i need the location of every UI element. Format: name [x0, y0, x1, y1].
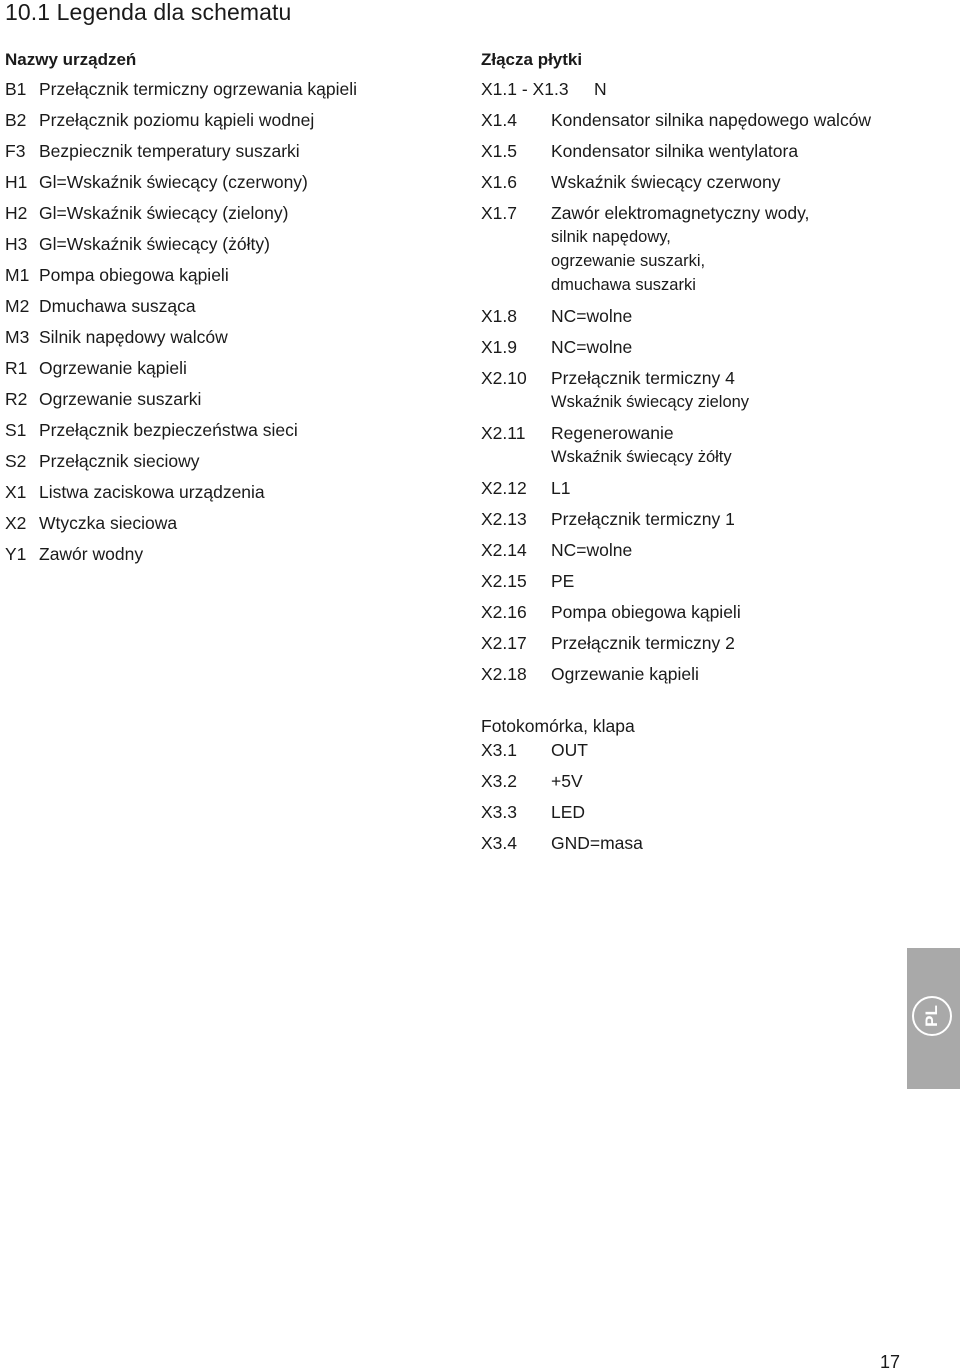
connector-code: X2.14: [481, 540, 527, 560]
device-description: Listwa zaciskowa urządzenia: [39, 482, 265, 502]
language-tab: [907, 948, 960, 1089]
connector-row: [481, 476, 951, 507]
connector-description: [551, 139, 951, 170]
photocell-row: [481, 831, 881, 862]
connector-description-line: Wskaźnik świecący zielony: [551, 393, 750, 411]
device-row: [5, 387, 455, 418]
connector-description-line: NC=wolne: [551, 337, 633, 357]
connector-code: X2.10: [481, 368, 527, 388]
page-title: 10.1 Legenda dla schematu: [5, 0, 292, 25]
photocell-description: LED: [551, 802, 586, 822]
device-row: [5, 325, 455, 356]
device-row: [5, 542, 455, 573]
photocell-row: [481, 738, 881, 769]
connector-row: [481, 139, 951, 170]
connector-description-line: Regenerowanie: [551, 423, 674, 443]
device-code: S2: [5, 451, 27, 471]
connector-description-line: Przełącznik termiczny 1: [551, 509, 735, 529]
connector-row: [481, 631, 951, 662]
connector-description-line: ogrzewanie suszarki,: [551, 252, 706, 270]
device-description: Gl=Wskaźnik świecący (zielony): [39, 203, 289, 223]
device-code: S1: [5, 420, 27, 440]
connector-description-line: silnik napędowy,: [551, 228, 671, 246]
connector-row: [481, 304, 951, 335]
device-row: [5, 511, 455, 542]
connector-row: [481, 366, 951, 421]
device-description: Ogrzewanie kąpieli: [39, 358, 187, 378]
device-description: Przełącznik bezpieczeństwa sieci: [39, 420, 298, 440]
device-code: X1: [5, 482, 27, 502]
device-code: F3: [5, 141, 26, 161]
connector-row: [481, 600, 951, 631]
connector-code: X1.7: [481, 203, 517, 223]
connector-description: [551, 170, 951, 201]
connector-code: X1.4: [481, 110, 517, 130]
connector-code: X2.17: [481, 633, 527, 653]
device-code: R2: [5, 389, 28, 409]
device-row: [5, 201, 455, 232]
device-row: [5, 170, 455, 201]
connector-code: X2.16: [481, 602, 527, 622]
connector-description-line: L1: [551, 478, 571, 498]
connector-row: [481, 201, 951, 304]
device-names-section: [5, 48, 455, 573]
device-row: [5, 294, 455, 325]
device-description: Przełącznik termiczny ogrzewania kąpieli: [39, 79, 358, 99]
device-row: [5, 232, 455, 263]
connector-description: [551, 421, 951, 476]
connector-description-line: PE: [551, 571, 575, 591]
connector-description: [551, 108, 951, 139]
device-code: H3: [5, 234, 28, 254]
device-row: [5, 139, 455, 170]
photocell-code: X3.4: [481, 833, 517, 853]
connector-description-line: Przełącznik termiczny 2: [551, 633, 735, 653]
connector-description: [551, 366, 951, 421]
device-row: [5, 449, 455, 480]
device-code: H1: [5, 172, 28, 192]
device-description: Dmuchawa susząca: [39, 296, 196, 316]
connector-description: [551, 507, 951, 538]
connector-code: X2.11: [481, 423, 526, 443]
device-code: X2: [5, 513, 27, 533]
connector-row: [481, 335, 951, 366]
connector-description: [551, 662, 951, 693]
device-description: Bezpiecznik temperatury suszarki: [39, 141, 300, 161]
connector-description: [551, 600, 951, 631]
connector-description-line: Wskaźnik świecący czerwony: [551, 172, 781, 192]
connector-description-line: NC=wolne: [551, 306, 633, 326]
connector-code: X2.15: [481, 571, 527, 591]
device-description: Silnik napędowy walców: [39, 327, 228, 347]
connector-description-line: NC=wolne: [551, 540, 633, 560]
connector-row: [481, 108, 951, 139]
connector-description: [551, 631, 951, 662]
device-description: Przełącznik poziomu kąpieli wodnej: [39, 110, 315, 130]
device-row: [5, 108, 455, 139]
device-code: M1: [5, 265, 30, 285]
photocell-section: [481, 714, 881, 862]
photocell-description: GND=masa: [551, 833, 643, 853]
connector-description-line: Ogrzewanie kąpieli: [551, 664, 699, 684]
connector-row: [481, 662, 951, 693]
photocell-code: X3.1: [481, 740, 517, 760]
connector-description-line: Przełącznik termiczny 4: [551, 368, 735, 388]
photocell-row: [481, 800, 881, 831]
connector-code: X1.5: [481, 141, 517, 161]
connector-description-line: Zawór elektromagnetyczny wody,: [551, 203, 810, 223]
photocell-description: OUT: [551, 740, 588, 760]
device-description: Wtyczka sieciowa: [39, 513, 178, 533]
device-description: Zawór wodny: [39, 544, 144, 564]
photocell-code: X3.3: [481, 802, 517, 822]
connector-description-line: N: [594, 79, 607, 99]
language-badge: [912, 996, 952, 1036]
connector-description: [551, 569, 951, 600]
connector-description-line: Wskaźnik świecący żółty: [551, 448, 732, 466]
connector-description: [551, 538, 951, 569]
device-code: M3: [5, 327, 30, 347]
connector-code: X1.9: [481, 337, 517, 357]
photocell-row: [481, 769, 881, 800]
photocell-heading: Fotokomórka, klapa: [481, 716, 635, 736]
connector-row: [481, 507, 951, 538]
connector-row: [481, 170, 951, 201]
connector-row: [481, 538, 951, 569]
connector-code: X2.12: [481, 478, 527, 498]
photocell-description: +5V: [551, 771, 583, 791]
connector-list: [481, 77, 951, 693]
device-code: H2: [5, 203, 28, 223]
connector-code: X1.6: [481, 172, 517, 192]
photocell-list: [481, 738, 881, 862]
connector-description-line: Kondensator silnika wentylatora: [551, 141, 799, 161]
device-code: R1: [5, 358, 28, 378]
device-list: [5, 77, 455, 573]
connector-description: [551, 476, 951, 507]
device-code: Y1: [5, 544, 27, 564]
device-row: [5, 480, 455, 511]
connector-description-line: Pompa obiegowa kąpieli: [551, 602, 741, 622]
connector-description: [551, 304, 951, 335]
device-names-heading: Nazwy urządzeń: [5, 50, 137, 69]
language-label: PL: [921, 1005, 941, 1027]
connector-code: X2.18: [481, 664, 527, 684]
connector-row: [481, 569, 951, 600]
device-row: [5, 77, 455, 108]
connector-code: X1.1 - X1.3: [481, 79, 569, 99]
device-code: B2: [5, 110, 27, 130]
device-description: Gl=Wskaźnik świecący (żółty): [39, 234, 270, 254]
connector-code: X2.13: [481, 509, 527, 529]
page-number: 17: [880, 1352, 901, 1372]
connector-row: [481, 421, 951, 476]
connector-code: X1.8: [481, 306, 517, 326]
photocell-code: X3.2: [481, 771, 517, 791]
device-description: Gl=Wskaźnik świecący (czerwony): [39, 172, 308, 192]
device-row: [5, 263, 455, 294]
device-description: Pompa obiegowa kąpieli: [39, 265, 229, 285]
connector-description: [594, 77, 951, 108]
device-code: B1: [5, 79, 27, 99]
device-description: Przełącznik sieciowy: [39, 451, 200, 471]
connectors-heading: Złącza płytki: [481, 50, 583, 69]
connector-description-line: dmuchawa suszarki: [551, 276, 696, 294]
device-row: [5, 418, 455, 449]
connector-description-line: Kondensator silnika napędowego walców: [551, 110, 872, 130]
connector-row: [481, 77, 951, 108]
connectors-section: [481, 48, 951, 693]
connector-description: [551, 201, 951, 304]
connector-description: [551, 335, 951, 366]
device-code: M2: [5, 296, 30, 316]
device-row: [5, 356, 455, 387]
device-description: Ogrzewanie suszarki: [39, 389, 202, 409]
